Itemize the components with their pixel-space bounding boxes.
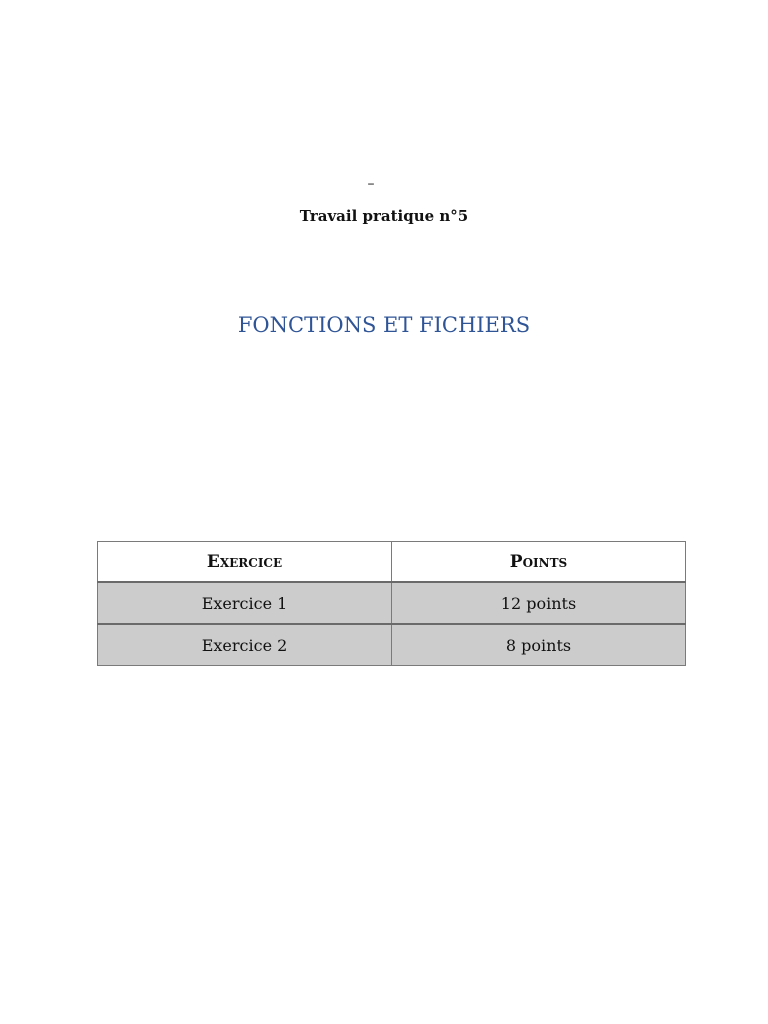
column-header-exercice: Exercice bbox=[98, 542, 392, 583]
points-table bbox=[97, 541, 686, 666]
exercise-points-cell: 8 points bbox=[392, 624, 686, 666]
column-header-points: Points bbox=[392, 542, 686, 583]
document-title: FONCTIONS ET FICHIERS bbox=[237, 313, 531, 337]
table-row bbox=[98, 624, 686, 666]
exercise-name-cell: Exercice 1 bbox=[98, 582, 392, 624]
header-dash: – bbox=[367, 176, 375, 192]
exercise-points-cell: 12 points bbox=[392, 582, 686, 624]
assignment-subtitle: Travail pratique n°5 bbox=[299, 207, 469, 225]
table-header-row bbox=[98, 542, 686, 583]
table-row bbox=[98, 582, 686, 624]
exercise-name-cell: Exercice 2 bbox=[98, 624, 392, 666]
